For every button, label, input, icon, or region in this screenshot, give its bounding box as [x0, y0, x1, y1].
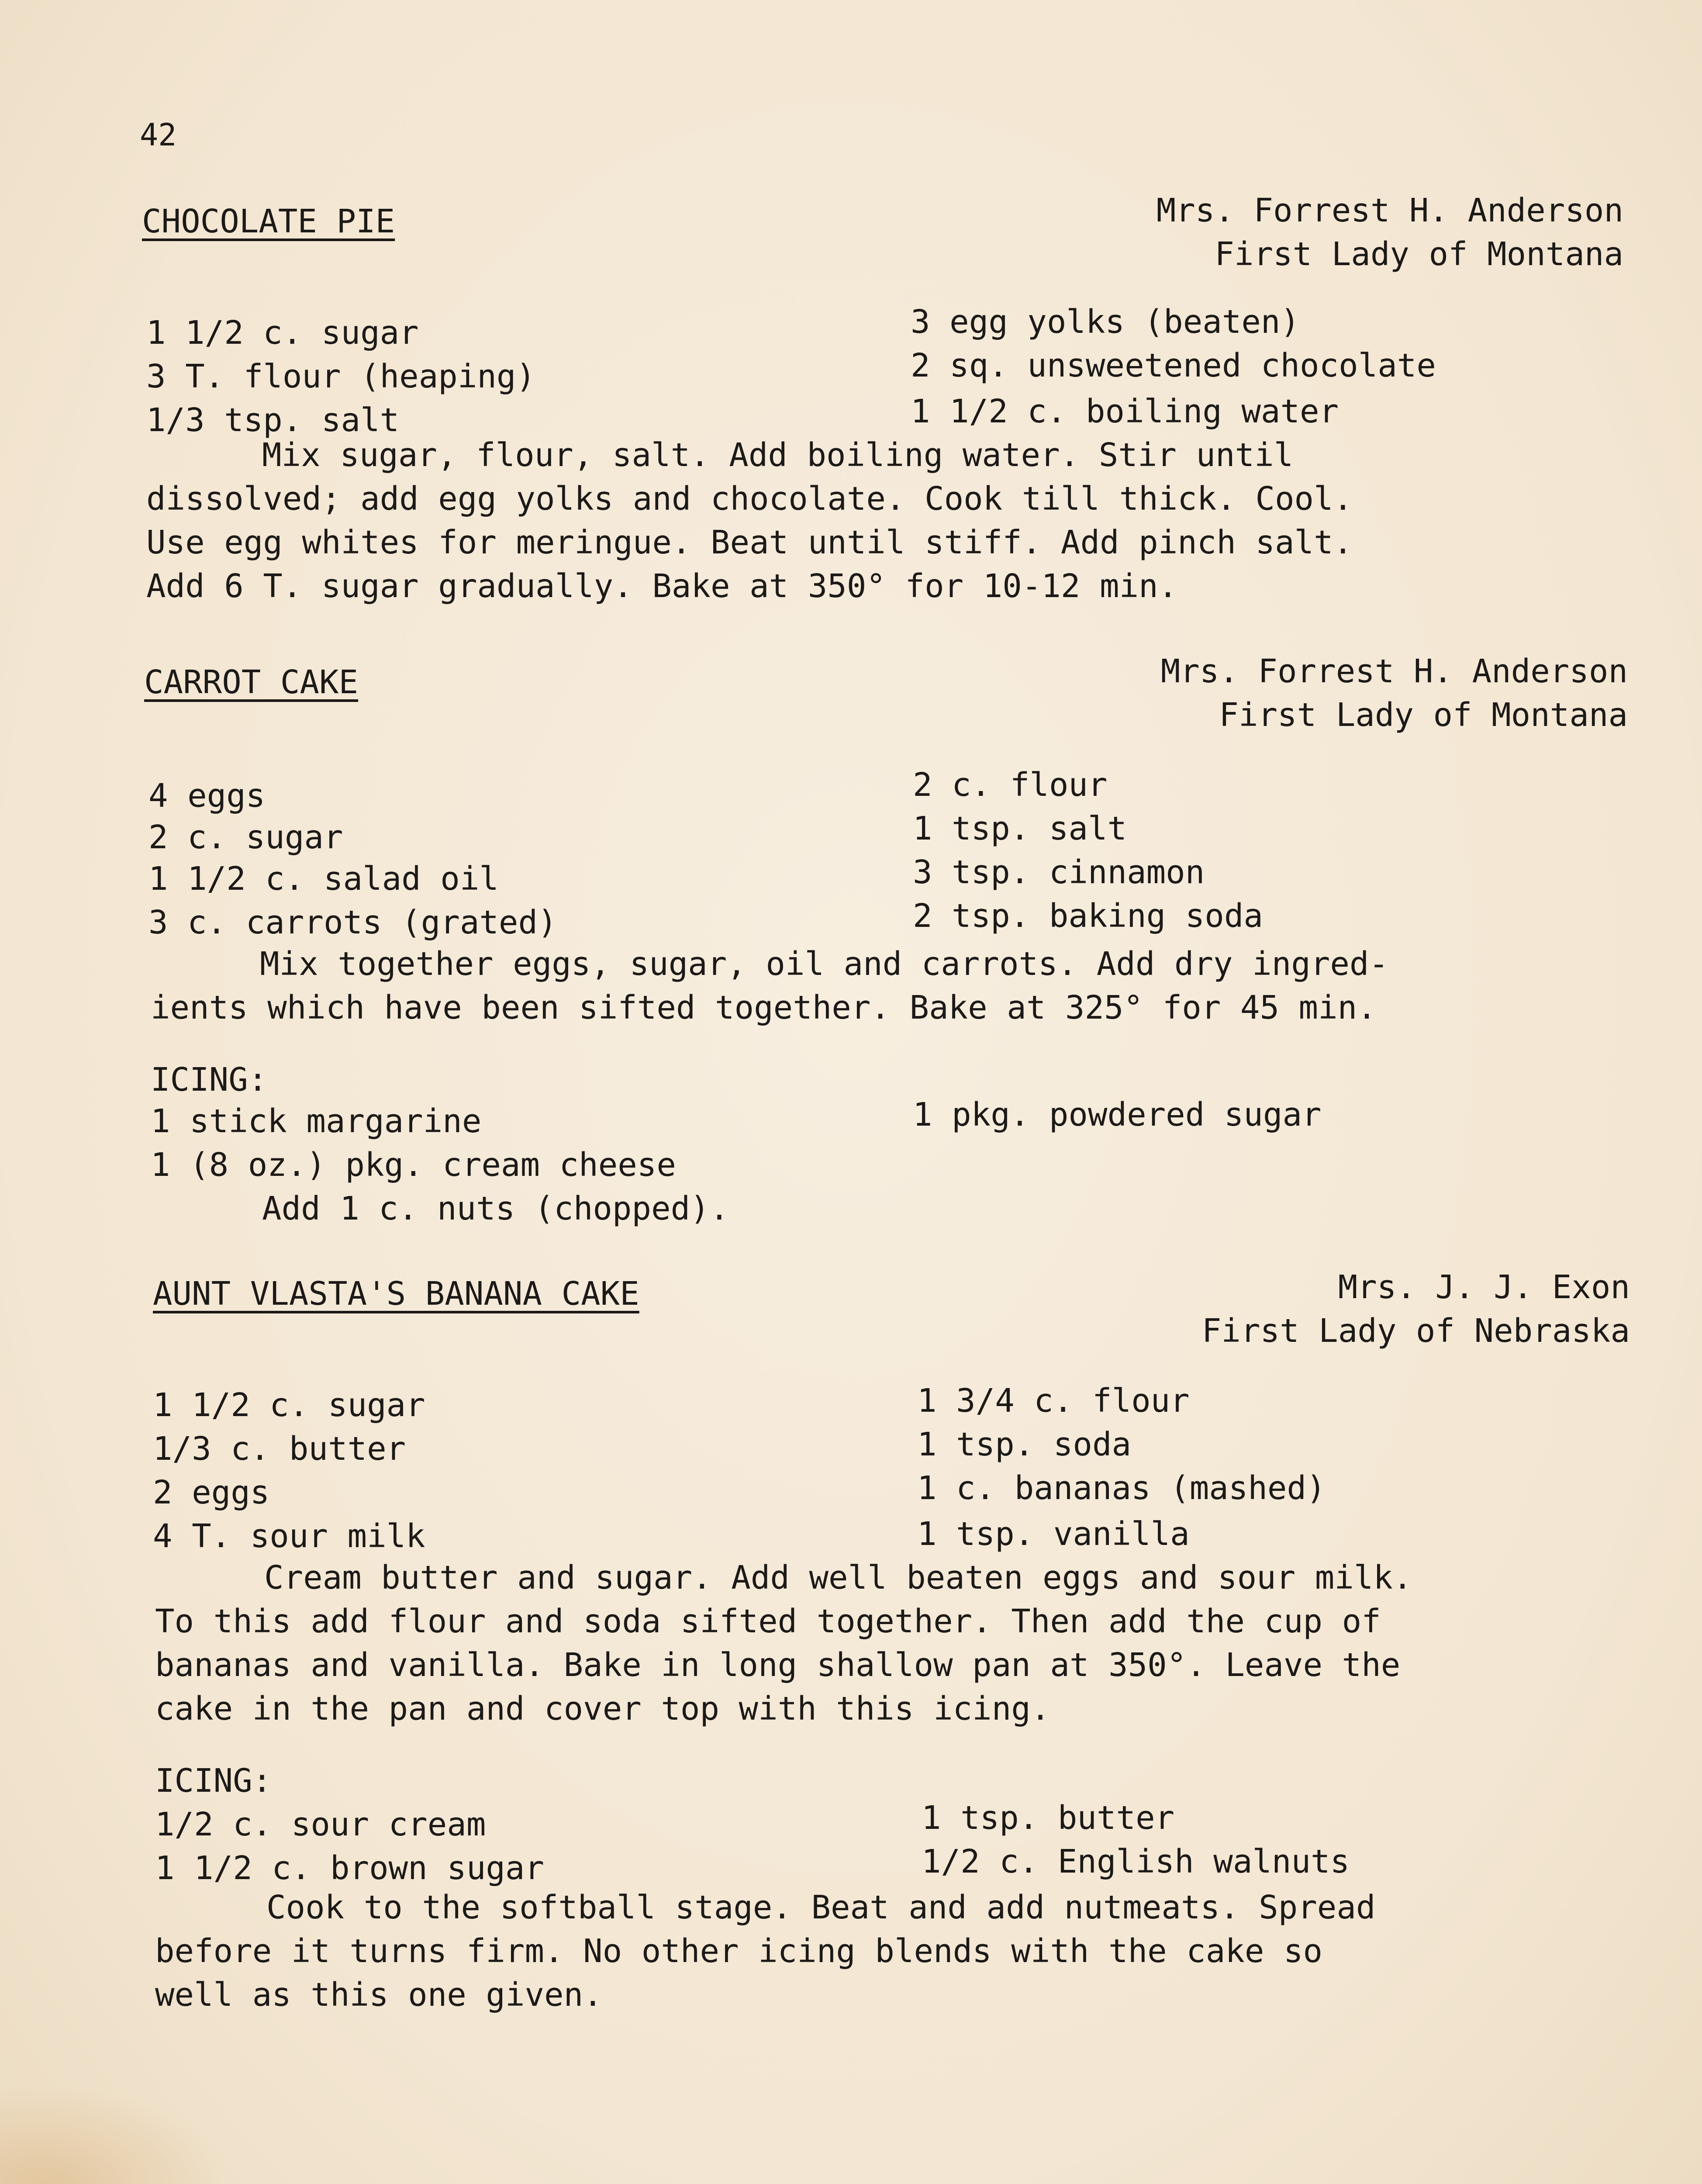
ingredient: 3 egg yolks (beaten) — [911, 303, 1300, 341]
direction-line: Cream butter and sugar. Add well beaten eggs and sour milk. — [264, 1559, 1412, 1597]
ingredient: 4 eggs — [148, 777, 266, 815]
recipe-author: Mrs. Forrest H. Anderson — [1156, 192, 1623, 229]
ingredient: 1 tsp. vanilla — [917, 1515, 1190, 1553]
ingredient: 1 stick margarine — [151, 1102, 482, 1140]
direction-line: ients which have been sifted together. Bake at 325° for 45 min. — [151, 989, 1377, 1026]
ingredient: 2 c. flour — [913, 766, 1108, 804]
ingredient: 2 sq. unsweetened chocolate — [911, 347, 1436, 384]
ingredient: 1 tsp. soda — [917, 1426, 1132, 1463]
ingredient: 1 (8 oz.) pkg. cream cheese — [151, 1146, 676, 1184]
ingredient: 1/3 tsp. salt — [146, 401, 400, 439]
ingredient: 1 1/2 c. salad oil — [148, 860, 499, 898]
page-number: 42 — [140, 117, 177, 153]
recipe-author-title: First Lady of Montana — [1219, 696, 1628, 734]
recipe-author: Mrs. J. J. Exon — [1338, 1268, 1630, 1306]
recipe-title: CHOCOLATE PIE — [142, 203, 395, 240]
ingredient: 1 tsp. salt — [913, 810, 1127, 847]
direction-line: well as this one given. — [155, 1976, 603, 2014]
ingredient: 1 1/2 c. sugar — [146, 314, 419, 352]
ingredient: 1/2 c. sour cream — [155, 1806, 486, 1843]
recipe-author-title: First Lady of Montana — [1215, 235, 1623, 273]
ingredient: 1 1/2 c. brown sugar — [155, 1849, 545, 1887]
ingredient: 3 c. carrots (grated) — [148, 904, 557, 941]
ingredient: 2 tsp. baking soda — [913, 897, 1263, 935]
ingredient: 3 tsp. cinnamon — [913, 854, 1205, 891]
ingredient: 1 pkg. powdered sugar — [913, 1096, 1322, 1133]
ingredient: 3 T. flour (heaping) — [146, 358, 536, 395]
direction-line: To this add flour and soda sifted together. Then add the cup of — [155, 1603, 1381, 1640]
ingredient: 1 3/4 c. flour — [917, 1382, 1190, 1420]
recipe-title: AUNT VLASTA'S BANANA CAKE — [153, 1275, 639, 1313]
direction-line: Use egg whites for meringue. Beat until stiff. Add pinch salt. — [146, 524, 1353, 561]
ingredient: 2 c. sugar — [148, 819, 343, 856]
recipe-author-title: First Lady of Nebraska — [1201, 1312, 1630, 1350]
ingredient: 1/3 c. butter — [153, 1430, 406, 1468]
ingredient: 1 c. bananas (mashed) — [917, 1469, 1326, 1507]
direction-line: Add 6 T. sugar gradually. Bake at 350° for 10-12 min. — [146, 567, 1178, 605]
ingredient: 2 eggs — [153, 1474, 270, 1511]
direction-line: Mix sugar, flour, salt. Add boiling water. Stir until — [262, 436, 1294, 474]
recipe-title: CARROT CAKE — [144, 663, 359, 701]
ingredient: 4 T. sour milk — [153, 1517, 425, 1555]
direction-line: cake in the pan and cover top with this icing. — [155, 1690, 1050, 1728]
direction-line: Mix together eggs, sugar, oil and carrots. Add dry ingred- — [260, 945, 1389, 983]
ingredient: 1 1/2 c. boiling water — [911, 393, 1339, 430]
icing-label: ICING: — [155, 1762, 272, 1800]
icing-label: ICING: — [151, 1061, 268, 1099]
paper-stain — [0, 2084, 227, 2184]
ingredient: 1/2 c. English walnuts — [922, 1843, 1350, 1880]
recipe-author: Mrs. Forrest H. Anderson — [1160, 653, 1628, 690]
direction-line: dissolved; add egg yolks and chocolate. Cook till thick. Cool. — [146, 480, 1353, 518]
direction-line: before it turns firm. No other icing blends with the cake so — [155, 1932, 1323, 1970]
direction-line: bananas and vanilla. Bake in long shallow pan at 350°. Leave the — [155, 1646, 1401, 1684]
direction-line: Add 1 c. nuts (chopped). — [262, 1190, 729, 1227]
direction-line: Cook to the softball stage. Beat and add nutmeats. Spread — [266, 1889, 1376, 1926]
ingredient: 1 tsp. butter — [922, 1799, 1175, 1837]
ingredient: 1 1/2 c. sugar — [153, 1386, 425, 1424]
